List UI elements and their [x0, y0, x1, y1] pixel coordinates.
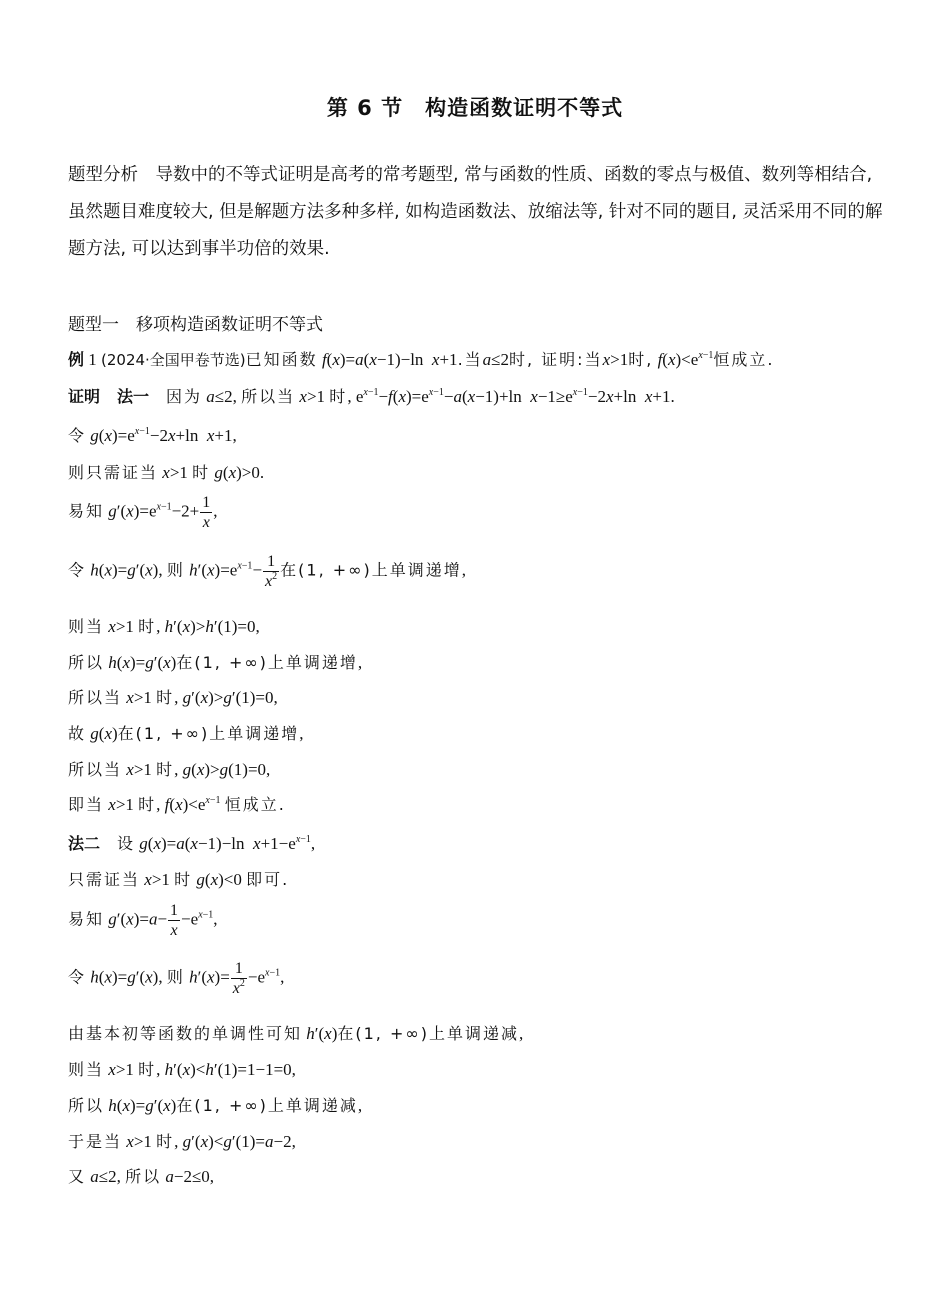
proof-line-14: 易知 g′(x)=a− $\frac{1}{x}$ $-e^{x-1}$, [68, 902, 218, 939]
proof-label: 证明 [68, 387, 101, 406]
proof-line-7: 所以 h(x)=g′(x)在(1, +∞)上单调递增, [68, 653, 363, 672]
method-two-label: 法二 [68, 834, 101, 853]
proof-line-12: 法二 设 g(x)=a(x−1)−ln $x+1-e^{x-1}$, [68, 834, 316, 853]
fraction: $\frac{1}{x}$ [170, 902, 179, 939]
method-one-label: 法一 [117, 387, 150, 406]
proof-line-3: 则只需证当 x>1 时 g(x)>0. [68, 463, 265, 482]
proof-line-4: 易知 $g'(x)=e^{x-1}-2+$ $\frac{1}{x}$ , [68, 494, 218, 531]
proof-line-6: 则当 x>1 时, h′(x)>h′(1)=0, [68, 617, 260, 636]
proof-line-13: 只需证当 x>1 时 g(x)<0 即可. [68, 870, 290, 889]
fraction: $\frac{1}{x}$ [202, 494, 211, 531]
proof-line-15: 令 h(x)=g′(x), 则 h′(x)= $\frac{1}{x^2}$ $-e^{x-1}$, [68, 960, 285, 997]
section-heading: 题型一 移项构造函数证明不等式 [68, 315, 323, 335]
proof-line-17: 则当 x>1 时, h′(x)<h′(1)=1−1=0, [68, 1060, 296, 1079]
proof-line-9: 故 g(x)在(1, +∞)上单调递增, [68, 724, 304, 743]
example-statement: 例 1 (2024·全国甲卷节选)已知函数 f(x)=a(x−1)−ln x+1.当a≤2时, 证明:当x>1时, $f(x)<e^{x-1}$恒成立. [68, 350, 775, 369]
proof-line-11: 即当 x>1 时, $f(x)<e^{x-1}$ 恒成立. [68, 795, 286, 814]
proof-line-10: 所以当 x>1 时, g(x)>g(1)=0, [68, 760, 271, 779]
proof-line-16: 由基本初等函数的单调性可知 h′(x)在(1, +∞)上单调递减, [68, 1024, 524, 1043]
proof-line-20: 又 a≤2, 所以 a−2≤0, [68, 1167, 215, 1186]
proof-line-18: 所以 h(x)=g′(x)在(1, +∞)上单调递减, [68, 1096, 363, 1115]
proof-line-5: 令 h(x)=g′(x), 则 $h'(x)=e^{x-1}-$ $\frac{1}{x^2}$ 在(1, +∞)上单调递增, [68, 553, 466, 590]
proof-line-1: 证明 法一 因为 a≤2, 所以当 x>1 时, $e^{x-1}-f(x)=e^{x-1}-a(x-1)+\ln$ $x-1\ge e^{x-1}-2x+\ln$ x+1. [68, 387, 675, 406]
intro-paragraph: 题型分析 导数中的不等式证明是高考的常考题型, 常与函数的性质、函数的零点与极值、数列等相结合, 虽然题目难度较大, 但是解题方法多种多样, 如构造函数法、放缩法等, 针对不同的题目, 灵活采用不同的解题方法, 可以达到事半功倍的效果. [68, 165, 883, 259]
page-title: 第 6 节 构造函数证明不等式 [326, 96, 624, 120]
example-source: (2024·全国甲卷节选) [101, 351, 246, 369]
proof-line-2: 令 $g(x)=e^{x-1}-2x+\ln$ x+1, [68, 426, 237, 445]
fraction: $\frac{1}{x^2}$ [232, 960, 245, 997]
proof-line-8: 所以当 x>1 时, g′(x)>g′(1)=0, [68, 688, 278, 707]
fraction: $\frac{1}{x^2}$ [265, 553, 278, 590]
example-label: 例 [68, 350, 85, 369]
proof-line-19: 于是当 x>1 时, g′(x)<g′(1)=a−2, [68, 1132, 296, 1151]
